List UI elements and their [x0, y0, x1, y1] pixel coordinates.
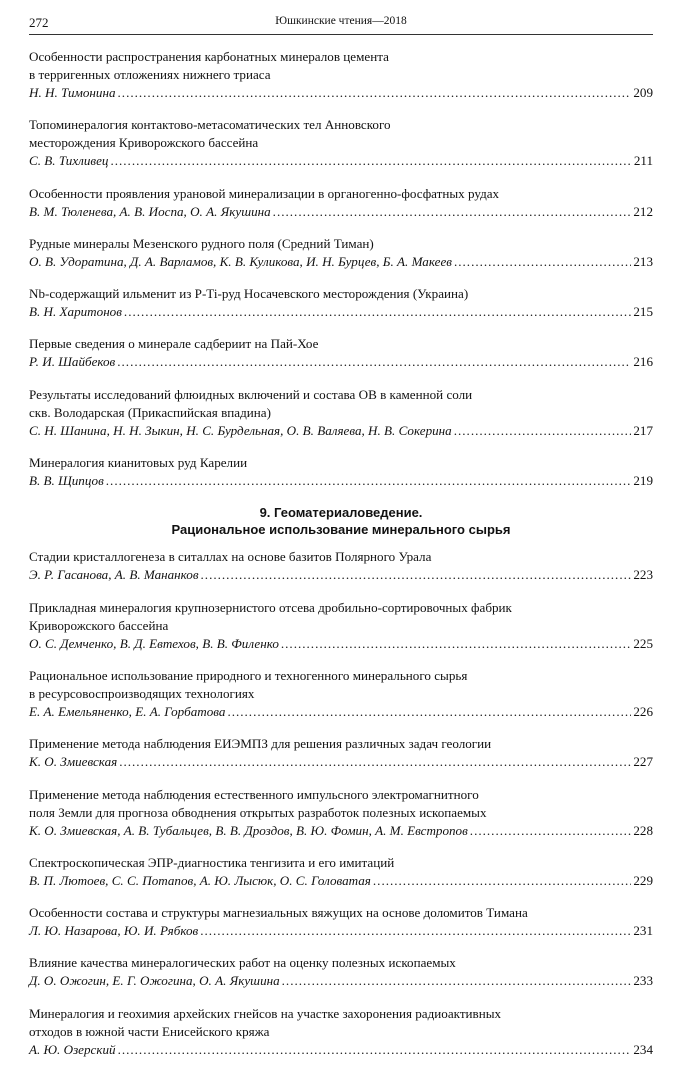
entry-page-number: 213 [633, 253, 653, 269]
toc-entry [29, 548, 653, 584]
toc-entry [29, 599, 653, 653]
running-header [29, 10, 653, 35]
entry-title-line: Прикладная минералогия крупнозернистого отсева дробильно-сортировочных фабрик [29, 599, 512, 615]
dot-leader [118, 1041, 632, 1059]
toc-entry [29, 735, 653, 771]
entry-authors: Р. И. Шайбеков [29, 354, 116, 370]
entry-authors: С. Н. Шанина, Н. Н. Зыкин, Н. С. Бурдельная, О. В. Валяева, Н. В. Сокерина [29, 422, 452, 438]
entry-page-number: 225 [633, 635, 653, 651]
entry-title-line: Влияние качества минералогических работ на оценку полезных ископаемых [29, 955, 456, 971]
toc-entry [29, 786, 653, 840]
entry-title-line: Nb-содержащий ильменит из P-Ti-руд Носачевского месторождения (Украина) [29, 286, 469, 302]
entry-page-number: 209 [633, 85, 653, 100]
section-heading-line: Рациональное использование минерального сырья [171, 522, 511, 538]
entry-author-line [29, 472, 653, 490]
entry-author-line [29, 972, 653, 990]
entry-title-line: Топоминералогия контактово-метасоматических тел Анновского [29, 117, 391, 133]
entry-author-line [29, 703, 653, 721]
entry-author-line [29, 753, 653, 771]
entry-authors: К. О. Змиевская, А. В. Тубальцев, В. В. Дроздов, В. Ю. Фомин, А. М. Евстропов [29, 822, 468, 838]
entry-authors: Д. О. Ожогин, Е. Г. Ожогина, О. А. Якушина [29, 973, 280, 989]
toc-entry [29, 48, 653, 102]
dot-leader [110, 152, 631, 170]
entry-title-line: Результаты исследований флюидных включений и состава ОВ в каменной соли [29, 386, 473, 402]
entry-page-number: 215 [633, 304, 653, 320]
entry-title-line: Стадии кристаллогенеза в ситаллах на основе базитов Полярного Урала [29, 549, 432, 565]
entry-title-line: Рудные минералы Мезенского рудного поля (Средний Тиман) [29, 235, 374, 251]
dot-leader [281, 635, 631, 653]
entry-authors: В. М. Тюленева, А. В. Иоспа, О. А. Якушина [29, 203, 271, 219]
entry-authors: Л. Ю. Назарова, Ю. И. Рябков [29, 923, 199, 939]
entry-author-line [29, 303, 653, 321]
entry-page-number: 216 [633, 354, 653, 370]
entry-authors: О. В. Удоратина, Д. А. Варламов, К. В. Куликова, И. Н. Бурцев, Б. А. Макеев [29, 253, 452, 269]
dot-leader [227, 703, 631, 721]
entry-title-line: Минералогия кианитовых руд Карелии [29, 455, 248, 471]
entry-author-line [29, 203, 653, 221]
dot-leader [201, 566, 632, 584]
section-heading [29, 504, 653, 538]
entry-page-number: 217 [633, 422, 653, 438]
entry-author-line [29, 566, 653, 584]
entry-author-line [29, 1041, 653, 1059]
entry-title-line: Минералогия и геохимия архейских гнейсов на участке захоронения радиоактивных [29, 1005, 502, 1021]
toc-entries-group [29, 48, 653, 490]
entry-title-line: отходов в южной части Енисейского кряжа [29, 1023, 270, 1039]
entry-author-line [29, 872, 653, 890]
table-of-contents [29, 48, 653, 1073]
entry-author-line [29, 253, 653, 271]
entry-page-number: 219 [633, 473, 653, 489]
dot-leader [470, 822, 632, 840]
entry-author-line [29, 84, 653, 102]
entry-title-line: Особенности распространения карбонатных минералов цемента [29, 49, 389, 64]
page-number: 272 [29, 15, 49, 30]
entry-page-number: 228 [633, 822, 653, 838]
entry-page-number: 211 [633, 153, 653, 169]
dot-leader [124, 303, 631, 321]
entry-title-line: в терригенных отложениях нижнего триаса [29, 67, 271, 82]
entry-title-line: Применение метода наблюдения естественного импульсного электромагнитного [29, 786, 479, 802]
dot-leader [118, 84, 632, 102]
entry-page-number: 227 [633, 754, 653, 770]
entry-page-number: 212 [633, 203, 653, 219]
entry-authors: В. Н. Харитонов [29, 304, 122, 320]
toc-entry [29, 854, 653, 890]
section-heading-line: 9. Геоматериаловедение. [259, 505, 423, 521]
entry-authors: Е. А. Емельяненко, Е. А. Горбатова [29, 703, 226, 719]
entry-author-line [29, 922, 653, 940]
entry-page-number: 233 [633, 973, 653, 989]
entry-title-line: поля Земли для прогноза обводнения открытых разработок полезных ископаемых [29, 804, 487, 820]
toc-entry [29, 235, 653, 271]
entry-page-number: 223 [633, 567, 653, 583]
entry-title-line: Особенности состава и структуры магнезиальных вяжущих на основе доломитов Тимана [29, 905, 528, 921]
entry-authors: О. С. Демченко, В. Д. Евтехов, В. В. Филенко [29, 635, 279, 651]
entry-title-line: Первые сведения о минерале садбериит на Пай-Хое [29, 336, 319, 352]
dot-leader [117, 353, 631, 371]
dot-leader [454, 253, 631, 271]
entry-authors: К. О. Змиевская [29, 754, 118, 770]
running-title: Юшкинские чтения—2018 [275, 15, 407, 27]
toc-entry [29, 454, 653, 490]
toc-entry [29, 335, 653, 371]
entry-authors: В. П. Лютоев, С. С. Потапов, А. Ю. Лысюк, О. С. Головатая [29, 872, 371, 888]
entry-page-number: 231 [633, 923, 653, 939]
toc-entry [29, 285, 653, 321]
entry-title-line: месторождения Криворожского бассейна [29, 135, 259, 151]
toc-entries-group [29, 548, 653, 1058]
entry-author-line [29, 822, 653, 840]
entry-authors: Н. Н. Тимонина [29, 85, 116, 100]
entry-author-line [29, 422, 653, 440]
dot-leader [273, 203, 632, 221]
entry-title-line: в ресурсовоспроизводящих технологиях [29, 685, 255, 701]
dot-leader [373, 872, 631, 890]
entry-title-line: скв. Володарская (Прикаспийская впадина) [29, 404, 271, 420]
entry-author-line [29, 635, 653, 653]
entry-title-line: Рациональное использование природного и техногенного минерального сырья [29, 667, 468, 683]
toc-entry [29, 185, 653, 221]
entry-title-line: Спектроскопическая ЭПР-диагностика тенгизита и его имитаций [29, 854, 395, 870]
entry-authors: В. В. Щипцов [29, 473, 104, 489]
dot-leader [200, 922, 631, 940]
dot-leader [106, 472, 632, 490]
toc-entry [29, 904, 653, 940]
dot-leader [454, 422, 632, 440]
entry-page-number: 234 [633, 1041, 653, 1057]
entry-page-number: 226 [633, 703, 653, 719]
entry-title-line: Криворожского бассейна [29, 617, 169, 633]
toc-entry [29, 1005, 653, 1059]
toc-entry [29, 386, 653, 440]
entry-authors: А. Ю. Озерский [29, 1041, 116, 1057]
entry-title-line: Применение метода наблюдения ЕИЭМПЗ для решения различных задач геологии [29, 736, 492, 752]
entry-authors: Э. Р. Гасанова, А. В. Мананков [29, 567, 199, 583]
toc-entry [29, 116, 653, 170]
entry-author-line [29, 353, 653, 371]
entry-page-number: 229 [633, 872, 653, 888]
toc-entry [29, 667, 653, 721]
dot-leader [119, 753, 631, 771]
entry-author-line [29, 152, 653, 170]
entry-title-line: Особенности проявления урановой минерализации в органогенно-фосфатных рудах [29, 185, 500, 201]
entry-authors: С. В. Тихливец [29, 153, 109, 169]
dot-leader [282, 972, 632, 990]
